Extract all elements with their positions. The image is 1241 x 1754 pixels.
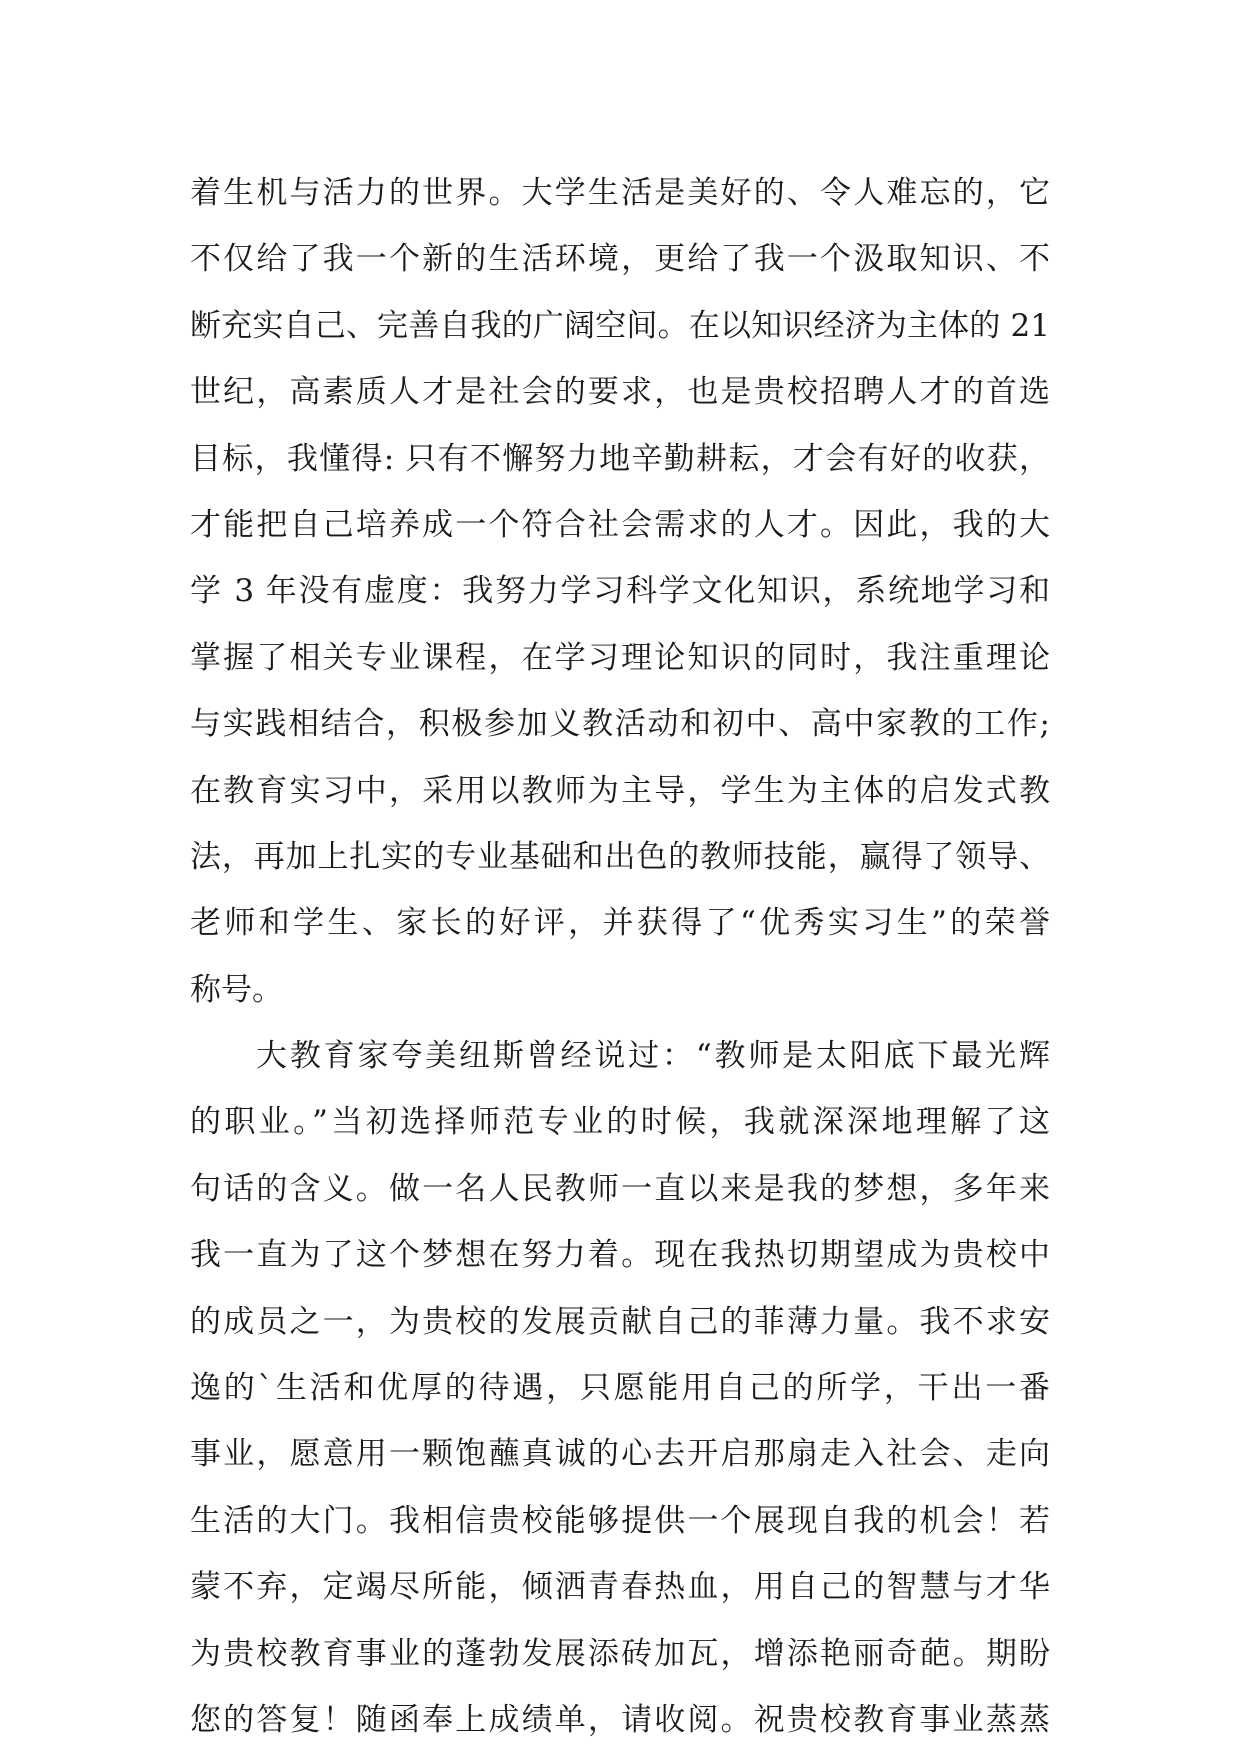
paragraph-end-line: 称号。 <box>190 971 283 1008</box>
text-line: 为贵校教育事业的蓬勃发展添砖加瓦，增添艳丽奇葩。期盼 <box>190 1635 1050 1672</box>
text-line: 断充实自己、完善自我的广阔空间。在以知识经济为主体的 21 <box>190 307 1050 344</box>
text-line: 着生机与活力的世界。大学生活是美好的、令人难忘的，它 <box>190 175 1050 211</box>
text-line: 目标，我懂得: 只有不懈努力地辛勤耕耘，才会有好的收获， <box>190 440 1050 477</box>
text-line: 句话的含义。做一名人民教师一直以来是我的梦想，多年来 <box>190 1170 1050 1207</box>
text-line: 的职业。”当初选择师范专业的时候，我就深深地理解了这 <box>190 1104 1050 1141</box>
text-line: 才能把自己培养成一个符合社会需求的人才。因此，我的大 <box>190 506 1050 543</box>
text-line: 法，再加上扎实的专业基础和出色的教师技能，赢得了领导、 <box>190 838 1050 875</box>
text-line: 您的答复！随函奉上成绩单，请收阅。祝贵校教育事业蒸蒸 <box>190 1701 1050 1738</box>
text-line: 生活的大门。我相信贵校能够提供一个展现自我的机会！若 <box>190 1502 1050 1539</box>
text-line: 世纪，高素质人才是社会的要求，也是贵校招聘人才的首选 <box>190 374 1050 411</box>
paragraph-start-line: 大教育家夸美纽斯曾经说过：“教师是太阳底下最光辉 <box>256 1038 1050 1075</box>
text-line: 逸的`生活和优厚的待遇，只愿能用自己的所学，干出一番 <box>190 1370 1050 1407</box>
text-line: 在教育实习中，采用以教师为主导，学生为主体的启发式教 <box>190 772 1050 809</box>
text-line: 蒙不弃，定竭尽所能，倾洒青春热血，用自己的智慧与才华 <box>190 1569 1050 1606</box>
text-line: 不仅给了我一个新的生活环境，更给了我一个汲取知识、不 <box>190 241 1050 278</box>
text-line: 学 3 年没有虚度：我努力学习科学文化知识，系统地学习和 <box>190 573 1050 610</box>
text-line: 与实践相结合，积极参加义教活动和初中、高中家教的工作; <box>190 706 1050 743</box>
text-line: 掌握了相关专业课程，在学习理论知识的同时，我注重理论 <box>190 639 1050 676</box>
body-text <box>190 160 1050 1753</box>
text-line: 的成员之一，为贵校的发展贡献自己的菲薄力量。我不求安 <box>190 1303 1050 1340</box>
text-line: 我一直为了这个梦想在努力着。现在我热切期望成为贵校中 <box>190 1237 1050 1274</box>
text-line: 事业，愿意用一颗饱蘸真诚的心去开启那扇走入社会、走向 <box>190 1436 1050 1473</box>
text-line: 老师和学生、家长的好评，并获得了“优秀实习生”的荣誉 <box>190 905 1050 942</box>
